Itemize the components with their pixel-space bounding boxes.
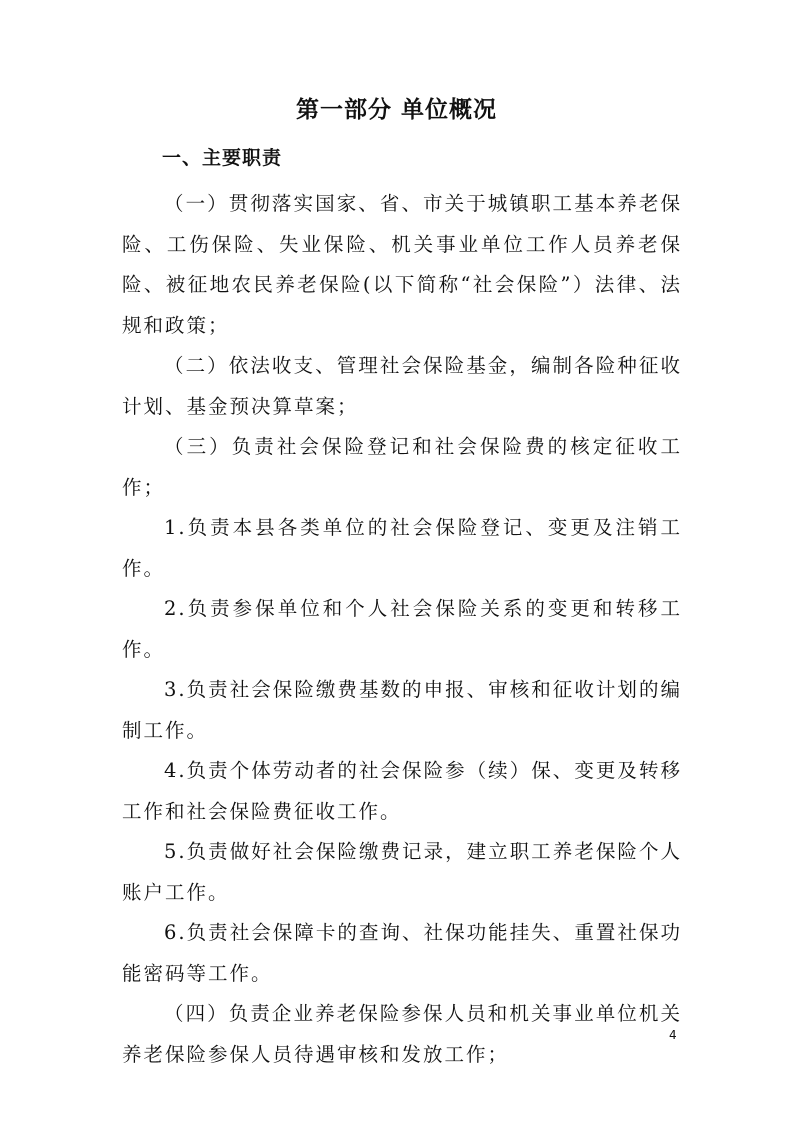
paragraph-duty-2: （二）依法收支、管理社会保险基金，编制各险种征收计划、基金预决算草案； bbox=[122, 354, 682, 418]
paragraph-subitem-2: 2.负责参保单位和个人社会保险关系的变更和转移工作。 bbox=[122, 597, 682, 661]
body-text bbox=[122, 184, 682, 1075]
paragraph-subitem-5: 5.负责做好社会保险缴费记录，建立职工养老保险个人账户工作。 bbox=[122, 840, 682, 904]
paragraph-duty-3: （三）负责社会保险登记和社会保险费的核定征收工作； bbox=[122, 435, 682, 499]
paragraph-subitem-4: 4.负责个体劳动者的社会保险参（续）保、变更及转移工作和社会保险费征收工作。 bbox=[122, 759, 682, 823]
paragraph-subitem-3: 3.负责社会保险缴费基数的申报、审核和征收计划的编制工作。 bbox=[122, 678, 682, 742]
paragraph-duty-4: （四）负责企业养老保险参保人员和机关事业单位机关养老保险参保人员待遇审核和发放工作； bbox=[122, 1002, 682, 1066]
page-title: 第一部分 单位概况 bbox=[295, 97, 497, 123]
page-number: 4 bbox=[669, 1028, 677, 1042]
paragraph-duty-1: （一）贯彻落实国家、省、市关于城镇职工基本养老保险、工伤保险、失业保险、机关事业单位工作人员养老保险、被征地农民养老保险(以下简称“社会保险”）法律、法规和政策； bbox=[122, 192, 682, 337]
paragraph-subitem-6: 6.负责社会保障卡的查询、社保功能挂失、重置社保功能密码等工作。 bbox=[122, 921, 682, 985]
section-heading: 一、主要职责 bbox=[162, 147, 283, 169]
paragraph-subitem-1: 1.负责本县各类单位的社会保险登记、变更及注销工作。 bbox=[122, 516, 682, 580]
